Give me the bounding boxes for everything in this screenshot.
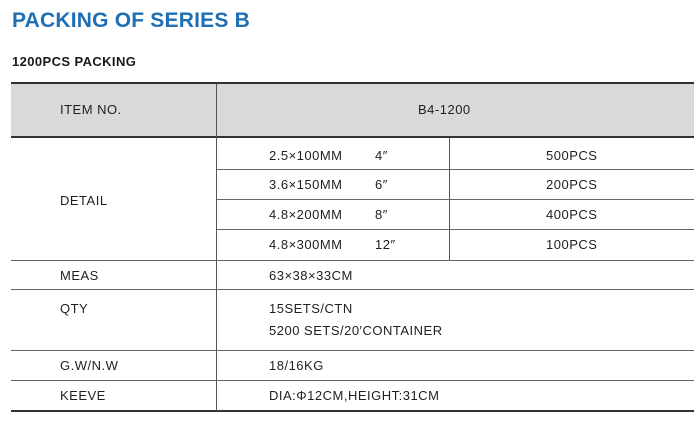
detail-inch-3: 8″ xyxy=(375,207,388,222)
column-divider xyxy=(216,84,217,411)
item-no-label: ITEM NO. xyxy=(60,102,122,117)
meas-label: MEAS xyxy=(60,268,99,283)
qty-label: QTY xyxy=(60,301,89,316)
meas-value: 63×38×33CM xyxy=(269,268,353,283)
keeve-value: DIA:Φ12CM,HEIGHT:31CM xyxy=(269,388,440,403)
detail-size-3: 4.8×200MM xyxy=(269,207,343,222)
keeve-label: KEEVE xyxy=(60,388,106,403)
qty-line-1: 15SETS/CTN xyxy=(269,301,353,316)
row-line xyxy=(11,380,694,381)
header-bottom-rule xyxy=(11,136,694,138)
row-line xyxy=(11,260,694,261)
table-top-rule xyxy=(11,82,694,84)
table-bottom-rule xyxy=(11,410,694,412)
detail-row-line xyxy=(217,199,694,200)
detail-size-4: 4.8×300MM xyxy=(269,237,343,252)
detail-qty-1: 500PCS xyxy=(546,148,598,163)
detail-size-1: 2.5×100MM xyxy=(269,148,343,163)
qty-line-2: 5200 SETS/20′CONTAINER xyxy=(269,323,443,338)
detail-inch-2: 6″ xyxy=(375,177,388,192)
detail-row-line xyxy=(217,229,694,230)
detail-row-line xyxy=(217,169,694,170)
page-title: PACKING OF SERIES B xyxy=(12,9,250,32)
detail-label: DETAIL xyxy=(60,193,108,208)
detail-qty-3: 400PCS xyxy=(546,207,598,222)
detail-qty-4: 100PCS xyxy=(546,237,598,252)
row-line xyxy=(11,289,694,290)
detail-inch-4: 12″ xyxy=(375,237,396,252)
item-no-value: B4-1200 xyxy=(418,102,471,117)
detail-size-2: 3.6×150MM xyxy=(269,177,343,192)
weight-value: 18/16KG xyxy=(269,358,324,373)
detail-inch-1: 4″ xyxy=(375,148,388,163)
detail-qty-2: 200PCS xyxy=(546,177,598,192)
row-line xyxy=(11,350,694,351)
weight-label: G.W/N.W xyxy=(60,358,119,373)
packing-subtitle: 1200PCS PACKING xyxy=(12,54,137,69)
